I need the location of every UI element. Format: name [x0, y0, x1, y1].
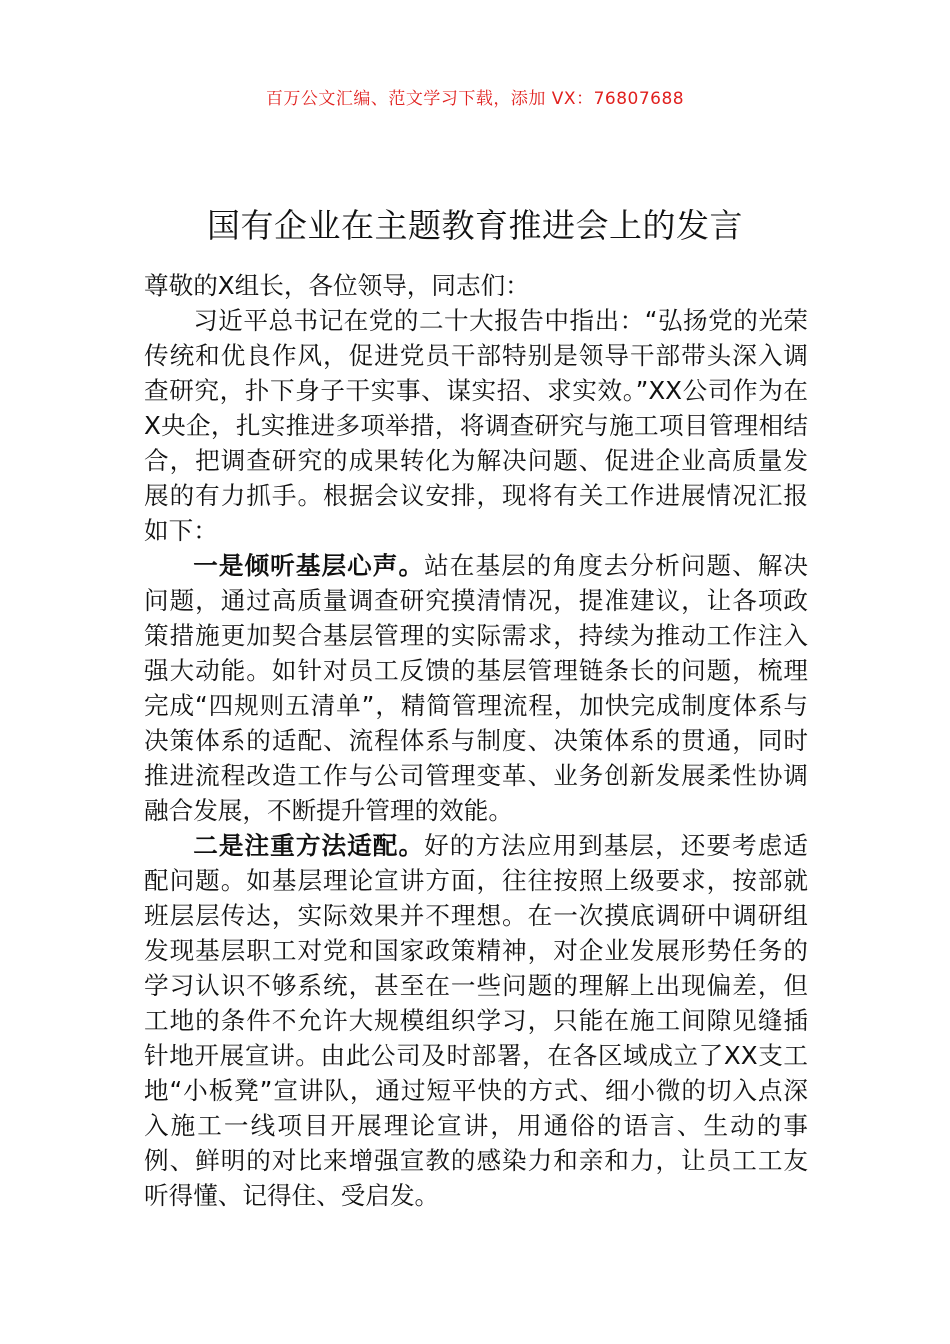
header-note: 百万公文汇编、范文学习下载，添加 VX：76807688	[265, 89, 685, 109]
paragraph-lead: 二是注重方法适配。	[193, 831, 425, 860]
paragraph-intro	[144, 303, 808, 548]
paragraph-lead: 一是倾听基层心声。	[193, 551, 425, 580]
paragraph-text: 站在基层的角度去分析问题、解决问题，通过高质量调查研究摸清情况，提准建议，让各项政策措施更加契合基层管理的实际需求，持续为推动工作注入强大动能。如针对员工反馈的基层管理链条长的问题，梳理完成“四规则五清单”，精简管理流程，加快完成制度体系与决策体系的适配、流程体系与制度、决策体系的贯通，同时推进流程改造工作与公司管理变革、业务创新发展柔性协调融合发展，不断提升管理的效能。	[144, 551, 808, 825]
paragraph-text: 好的方法应用到基层，还要考虑适配问题。如基层理论宣讲方面，往往按照上级要求，按部就班层层传达，实际效果并不理想。在一次摸底调研中调研组发现基层职工对党和国家政策精神，对企业发展形势任务的学习认识不够系统，甚至在一些问题的理解上出现偏差，但工地的条件不允许大规模组织学习，只能在施工间隙见缝插针地开展宣讲。由此公司及时部署，在各区域成立了XX支工地“小板凳”宣讲队，通过短平快的方式、细小微的切入点深入施工一线项目开展理论宣讲，用通俗的语言、生动的事例、鲜明的对比来增强宣教的感染力和亲和力，让员工工友听得懂、记得住、受启发。	[144, 831, 808, 1210]
paragraph-text: 习近平总书记在党的二十大报告中指出：“弘扬党的光荣传统和优良作风，促进党员干部特别是领导干部带头深入调查研究，扑下身子干实事、谋实招、求实效。”XX公司作为在X央企，扎实推进多项举措，将调查研究与施工项目管理相结合，把调查研究的成果转化为解决问题、促进企业高质量发展的有力抓手。根据会议安排，现将有关工作进展情况汇报如下：	[144, 306, 808, 545]
document-body	[144, 268, 808, 1213]
document-title: 国有企业在主题教育推进会上的发言	[207, 206, 743, 246]
paragraph-point-1	[144, 548, 808, 828]
paragraph-point-2	[144, 828, 808, 1213]
salutation: 尊敬的X组长，各位领导，同志们：	[144, 271, 530, 300]
